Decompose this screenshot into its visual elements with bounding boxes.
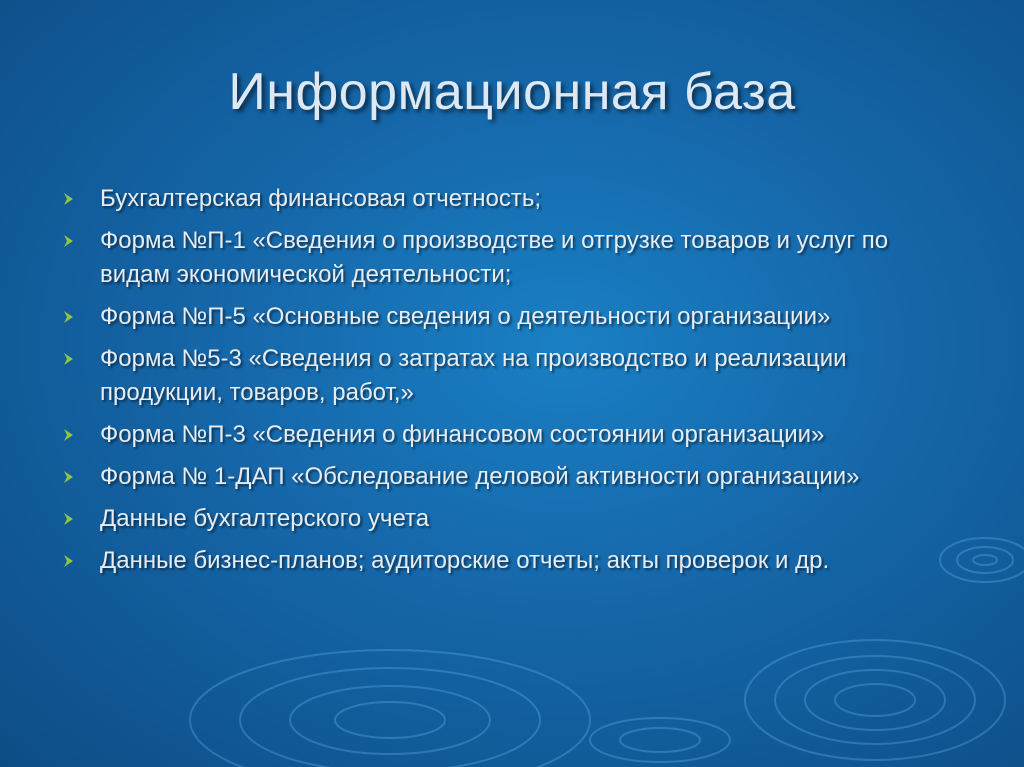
chevron-arrow-icon (60, 502, 100, 531)
list-item-text: Форма №5-3 «Сведения о затратах на производство и реализации продукции, товаров, работ,» (100, 345, 847, 406)
slide-title: Информационная база (228, 63, 796, 121)
bullet-list (60, 182, 960, 586)
chevron-arrow-icon (60, 342, 100, 371)
list-item (60, 342, 960, 410)
list-item (60, 544, 960, 578)
list-item-text: Форма № 1-ДАП «Обследование деловой активности организации» (100, 463, 860, 490)
list-item (60, 182, 960, 216)
chevron-arrow-icon (60, 182, 100, 211)
list-item-text: Форма №П-5 «Основные сведения о деятельности организации» (100, 303, 831, 330)
list-item-text: Бухгалтерская финансовая отчетность; (100, 185, 541, 212)
list-item (60, 300, 960, 334)
chevron-arrow-icon (60, 460, 100, 489)
list-item-text: Данные бизнес-планов; аудиторские отчеты; акты проверок и др. (100, 547, 830, 574)
chevron-arrow-icon (60, 418, 100, 447)
list-item-text: Данные бухгалтерского учета (100, 505, 430, 532)
list-item (60, 224, 960, 292)
list-item (60, 418, 960, 452)
chevron-arrow-icon (60, 544, 100, 573)
chevron-arrow-icon (60, 224, 100, 253)
list-item (60, 502, 960, 536)
list-item (60, 460, 960, 494)
list-item-text: Форма №П-3 «Сведения о финансовом состоянии организации» (100, 421, 825, 448)
chevron-arrow-icon (60, 300, 100, 329)
list-item-text: Форма №П-1 «Сведения о производстве и отгрузке товаров и услуг по видам экономической деятельности; (100, 227, 889, 288)
